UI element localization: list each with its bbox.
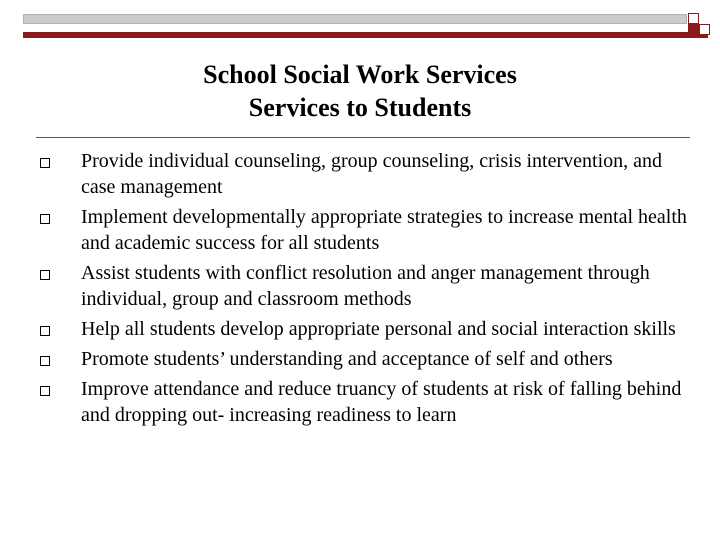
deco-square-outline-icon <box>688 13 699 24</box>
bullet-text: Assist students with conflict resolution and anger management through individual, group and classroom methods <box>81 262 650 310</box>
bullet-text: Improve attendance and reduce truancy of students at risk of falling behind and dropping out- increasing readiness to learn <box>81 378 682 426</box>
deco-square-filled-icon <box>688 24 699 35</box>
title-divider <box>36 137 690 138</box>
bullet-text: Provide individual counseling, group counseling, crisis intervention, and case management <box>81 150 663 198</box>
square-bullet-icon <box>40 386 50 396</box>
square-bullet-icon <box>40 270 50 280</box>
square-bullet-icon <box>40 214 50 224</box>
bullet-item <box>38 260 698 312</box>
header-accent-rule <box>23 32 708 38</box>
bullet-item <box>38 148 698 200</box>
bullet-text: Help all students develop appropriate personal and social interaction skills <box>81 318 676 340</box>
title-line-1: School Social Work Services <box>203 60 517 89</box>
bullet-item <box>38 376 698 428</box>
title-line-2: Services to Students <box>248 93 472 122</box>
bullet-item <box>38 204 698 256</box>
square-bullet-icon <box>40 326 50 336</box>
header-decorative-bar <box>23 14 687 24</box>
bullet-text: Promote students’ understanding and acceptance of self and others <box>81 348 613 370</box>
slide-title <box>0 58 720 124</box>
bullet-list <box>38 148 698 432</box>
bullet-item <box>38 316 698 342</box>
square-bullet-icon <box>40 356 50 366</box>
deco-square-outline-icon <box>699 24 710 35</box>
bullet-item <box>38 346 698 372</box>
square-bullet-icon <box>40 158 50 168</box>
bullet-text: Implement developmentally appropriate strategies to increase mental health and academic success for all students <box>81 206 687 254</box>
